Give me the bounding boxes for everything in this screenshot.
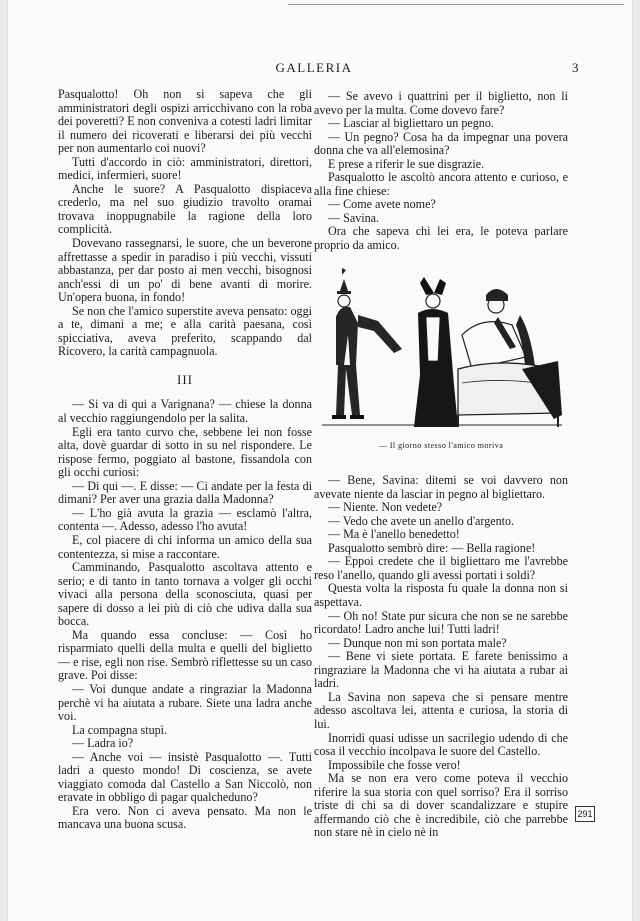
top-rule	[288, 4, 624, 5]
paragraph: Anche le suore? A Pasqualotto dispiaceva crederlo, ma nel suo giudizio travolto oramai trovava inoppugnabile la ragione della loro complicità.	[58, 181, 312, 237]
page-header	[48, 60, 580, 78]
paragraph: Questa volta la risposta fu quale la donna non si aspettava.	[314, 581, 568, 610]
paragraph: — Se avevo i quattrini per il biglietto, non li avevo per la multa. Come dovevo fare?	[314, 89, 568, 117]
paragraph: Ma quando essa concluse: — Così ho risparmiato quelli della multa e quelli del biglietto — e rise, egli non rise. Sembrò riflettesse su un caso grave. Poi disse:	[58, 627, 312, 683]
left-column-paragraphs	[58, 88, 312, 359]
paragraph: — Eppoi credete che il bigliettaro me l'avrebbe reso l'anello, quando gli avessi portati i soldi?	[314, 554, 568, 582]
page-title: GALLERIA	[275, 60, 353, 75]
paragraph: Se non che l'amico superstite aveva pensato: oggi a te, dimani a me; e alla carità paesana, così spicciativa, aveva preferito, scappando dal Ricovero, la carità campagnuola.	[58, 303, 312, 359]
paragraph: Egli era tanto curvo che, sebbene lei non fosse alta, dovè guardar di sotto in su nel rispondere. Le rispose fermo, poggiato al bastone, fissandola con gli occhi curiosi:	[58, 424, 312, 480]
paragraph: Tutti d'accordo in ciò: amministratori, direttori, medici, infermieri, suore!	[58, 154, 312, 183]
paragraph: — Voi dunque andate a ringraziar la Madonna perchè vi ha aiutata a rubare. Siete una ladra anche voi.	[58, 681, 312, 724]
paragraph: — Dunque non mi son portata male?	[328, 635, 507, 650]
paragraph: — L'ho già avuta la grazia — esclamò l'altra, contenta —. Adesso, adesso l'ho avuta!	[58, 505, 312, 534]
paragraph: Pasqualotto le ascoltò ancora attento e curioso, e alla fine chiese:	[314, 170, 568, 198]
paragraph: — Bene vi siete portata. E farete benissimo a ringraziare la Madonna che vi ha aiutata a rubar ai ladri.	[314, 649, 568, 691]
paragraph: — Si va di qui a Varignana? — chiese la donna al vecchio raggiungendolo per la salita.	[58, 397, 312, 426]
paragraph: — Oh no! State pur sicura che non se ne sarebbe ricordato! Ladro anche lui! Tutti ladri!	[314, 608, 568, 637]
paragraph: — Ma è l'anello benedetto!	[328, 527, 460, 542]
paragraph: Camminando, Pasqualotto ascoltava attento e serio; e di tanto in tanto tornava a volger gli occhi vivaci alla persona della sconosciuta, quasi per sapere di dosso a lei più di ciò che udiva dalla sua bocca.	[58, 560, 312, 629]
paragraph: — Ladra io?	[72, 736, 134, 751]
paragraph: — Di qui —. E disse: — Ci andate per la festa di dimani? Per aver una grazia dalla Madonna?	[58, 478, 312, 507]
paragraph: Inorridì quasi udisse un sacrilegio udendo di che cosa il vecchio incolpava le suore del Castello.	[314, 730, 568, 759]
left-column-after-heading	[58, 398, 312, 832]
paragraph: Ora che sapeva chi lei era, le poteva parlare proprio da amico.	[314, 224, 568, 253]
paragraph: E, col piacere di chi informa un amico della sua contentezza, si mise a raccontare.	[58, 532, 312, 561]
paragraph: — Vedo che avete un anello d'argento.	[328, 513, 515, 528]
paragraph: — Lasciar al bigliettaro un pegno.	[328, 116, 494, 131]
illustration	[314, 265, 568, 433]
paragraph: — Niente. Non vedete?	[328, 500, 443, 515]
archive-page-number: 291	[575, 806, 595, 822]
paragraph: — Come avete nome?	[328, 197, 436, 212]
illustration-caption: — Il giorno stesso l'amico moriva	[378, 440, 504, 450]
page-number: 3	[572, 60, 580, 75]
left-column	[58, 88, 312, 832]
paragraph: E prese a riferir le sue disgrazie.	[328, 156, 485, 171]
section-heading: III	[177, 371, 193, 387]
paragraph: La Savina non sapeva che si pensare mentre adesso ascoltava lei, attenta e curiosa, la storia di lui.	[314, 689, 568, 731]
paragraph: La compagna stupì.	[72, 722, 168, 737]
paragraph: Era vero. Non ci aveva pensato. Ma non le mancava una buona scusa.	[58, 803, 312, 832]
paragraph: — Un pegno? Cosa ha da impegnar una povera donna che va all'elemosina?	[314, 129, 568, 158]
paragraph: Ma se non era vero come poteva il vecchio riferire la sua storia con quel sorriso? Era il sorriso triste di chi sa di dover scandalizzare e stupire affermando ciò che è incredibile, ciò che parrebbe non stare nè in cielo nè in	[314, 771, 568, 840]
paragraph: Pasqualotto! Oh non si sapeva che gli amministratori degli ospizi arricchivano con la roba dei poveretti? E non conveniva a cotesti ladri limitar il numero dei ricoverati e liberarsi dei più vecchi per non aumentarlo coi nuovi?	[58, 87, 312, 156]
paragraph: Dovevano rassegnarsi, le suore, che un beverone affrettasse a spedir in paradiso i più vecchi, vissuti abbastanza, per dar posto ai men vecchi, bisognosi anch'essi di un po' di bene avanti di morire. Un'opera buona, in fondo!	[58, 236, 312, 305]
illustration-icon	[322, 265, 562, 433]
paragraph: Impossibile che fosse vero!	[328, 757, 461, 772]
page	[8, 0, 632, 921]
paragraph: — Savina.	[328, 210, 380, 225]
paragraph: Pasqualotto sembrò dire: — Bella ragione!	[328, 540, 536, 555]
paragraph: — Bene, Savina: ditemi se voi davvero non avevate niente da lasciar in pegno al bigliettaro.	[314, 473, 568, 501]
right-column	[314, 90, 568, 840]
paragraph: — Anche voi — insistè Pasqualotto —. Tutti ladri a questo mondo! Di coscienza, se avete viaggiato comoda dal Castello a San Niccolò, non eravate in obbligo di pagar qualcheduno?	[58, 749, 312, 805]
